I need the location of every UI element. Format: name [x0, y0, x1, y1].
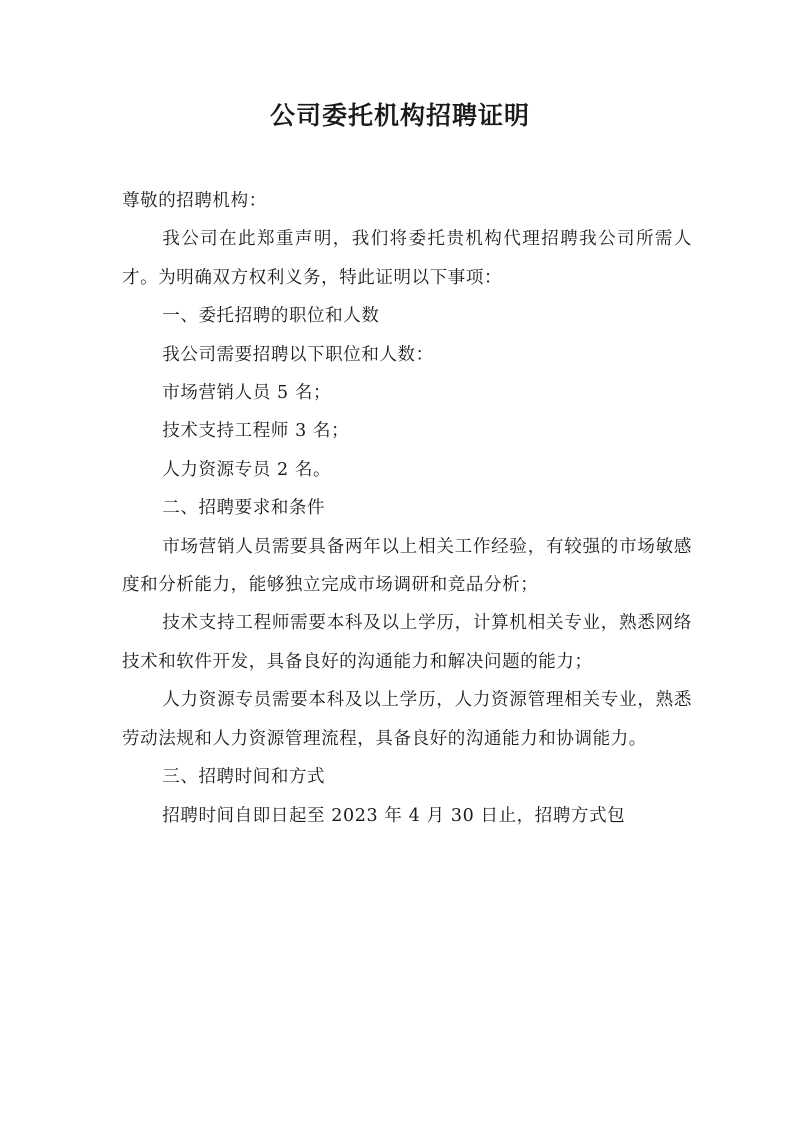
positions-intro: 我公司需要招聘以下职位和人数：	[162, 344, 434, 365]
salutation: 尊敬的招聘机构：	[122, 191, 267, 211]
position-item: 人力资源专员 2 名。	[162, 459, 332, 480]
intro-paragraph: 我公司在此郑重声明，我们将委托贵机构代理招聘我公司所需人才。为明确双方权利义务，特此证明以下事项：	[122, 229, 692, 288]
requirement-paragraph: 人力资源专员需要本科及以上学历，人力资源管理相关专业，熟悉劳动法规和人力资源管理流程，具备良好的沟通能力和协调能力。	[122, 690, 692, 749]
section-heading-positions: 一、委托招聘的职位和人数	[162, 306, 380, 327]
position-item: 技术支持工程师 3 名；	[162, 421, 350, 442]
document-title: 公司委托机构招聘证明	[269, 101, 530, 130]
document-body	[122, 182, 692, 835]
time-paragraph: 招聘时间自即日起至 2023 年 4 月 30 日止，招聘方式包	[162, 805, 626, 826]
requirement-paragraph: 市场营销人员需要具备两年以上相关工作经验，有较强的市场敏感度和分析能力，能够独立完成市场调研和竞品分析；	[122, 536, 692, 596]
requirement-paragraph: 技术支持工程师需要本科及以上学历，计算机相关专业，熟悉网络技术和软件开发，具备良好的沟通能力和解决问题的能力；	[122, 613, 692, 672]
section-heading-requirements: 二、招聘要求和条件	[162, 498, 326, 519]
section-heading-time: 三、招聘时间和方式	[162, 767, 326, 788]
position-item: 市场营销人员 5 名；	[162, 383, 332, 404]
